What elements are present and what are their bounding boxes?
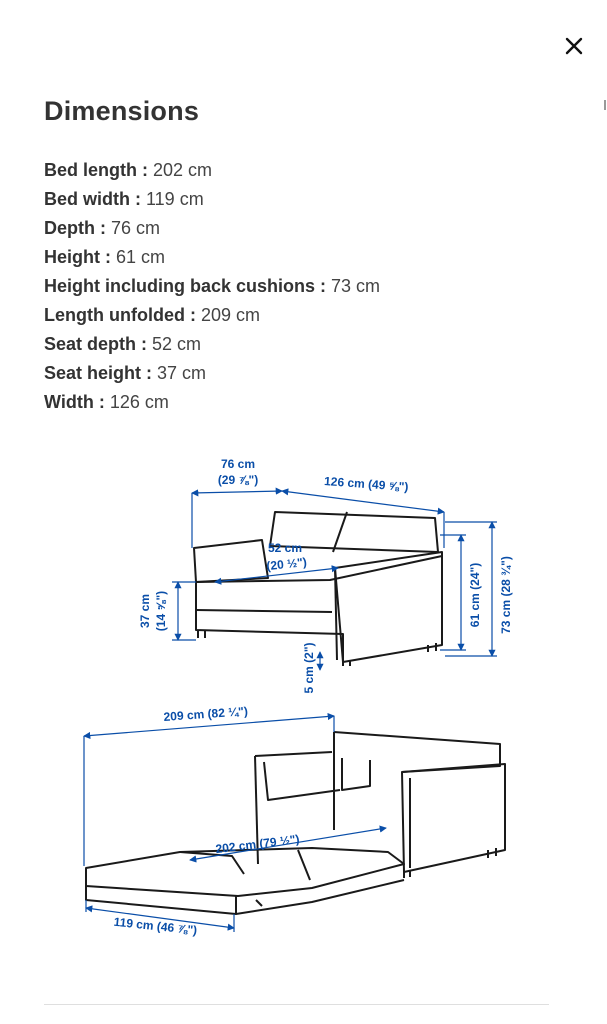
dimension-value: 52 cm [152, 334, 202, 354]
scrollbar[interactable] [604, 100, 606, 110]
dimension-row [44, 243, 380, 272]
bed-dimension-labels [113, 704, 300, 937]
bed-drawing [86, 732, 505, 914]
sofa-drawing [194, 512, 442, 666]
dimension-value: 37 cm [157, 363, 207, 383]
dimension-separator: : [95, 218, 111, 238]
height-label: 61 cm (24") [468, 562, 482, 628]
dimension-value: 209 cm [200, 305, 260, 325]
dimension-row [44, 185, 380, 214]
dimension-value: 202 cm [153, 160, 213, 180]
dimension-label: Length unfolded [44, 305, 185, 325]
dimension-separator: : [141, 363, 158, 383]
dimension-value: 126 cm [109, 392, 169, 412]
dimension-value: 73 cm [331, 276, 381, 296]
dimension-row [44, 388, 380, 417]
dimension-value: 76 cm [111, 218, 161, 238]
close-icon [564, 36, 584, 56]
dimension-row [44, 272, 380, 301]
height-cushions-label: 73 cm (28 ¾") [499, 556, 513, 634]
dimension-separator: : [100, 247, 116, 267]
dimension-label: Height including back cushions [44, 276, 316, 296]
seat-height-label-cm: 37 cm [138, 593, 152, 629]
depth-label-cm: 76 cm [220, 457, 256, 471]
dimension-separator: : [136, 334, 153, 354]
dimension-label: Seat height [44, 363, 142, 383]
dimension-row [44, 359, 380, 388]
dimension-label: Bed length [44, 160, 137, 180]
dimension-row [44, 156, 380, 185]
divider [44, 1004, 549, 1005]
dimension-row [44, 301, 380, 330]
leg-height-label: 5 cm (2") [302, 642, 316, 694]
seat-depth-label-cm: 52 cm [267, 541, 303, 555]
bed-length-label: 202 cm (79 ½") [214, 831, 301, 857]
dimension-label: Height [44, 247, 100, 267]
bed-width-label: 119 cm (46 ⅞") [113, 914, 198, 938]
dimension-separator: : [93, 392, 110, 412]
dimension-illustration [0, 440, 607, 985]
dimension-row [44, 330, 380, 359]
dimension-label: Width [44, 392, 94, 412]
dimension-separator: : [184, 305, 201, 325]
dimensions-list [44, 156, 380, 417]
dimension-label: Depth [44, 218, 95, 238]
sofa-bed-diagram [0, 440, 607, 980]
seat-height-label-in: (14 ⅝") [154, 590, 168, 632]
seat-depth-label-in: (20 ½") [265, 554, 308, 574]
width-label: 126 cm (49 ⅝") [323, 474, 409, 494]
dimension-separator: : [130, 189, 146, 209]
dimension-separator: : [315, 276, 332, 296]
dimension-label: Seat depth [44, 334, 137, 354]
close-button[interactable] [556, 28, 592, 64]
dimension-label: Bed width [44, 189, 130, 209]
dimension-value: 61 cm [116, 247, 166, 267]
dimension-value: 119 cm [146, 189, 204, 209]
length-unfolded-label: 209 cm (82 ¼") [163, 704, 249, 724]
dimension-separator: : [137, 160, 153, 180]
dimension-row [44, 214, 380, 243]
depth-label-in: (29 ⅞") [217, 473, 259, 487]
page-title: Dimensions [44, 96, 200, 126]
